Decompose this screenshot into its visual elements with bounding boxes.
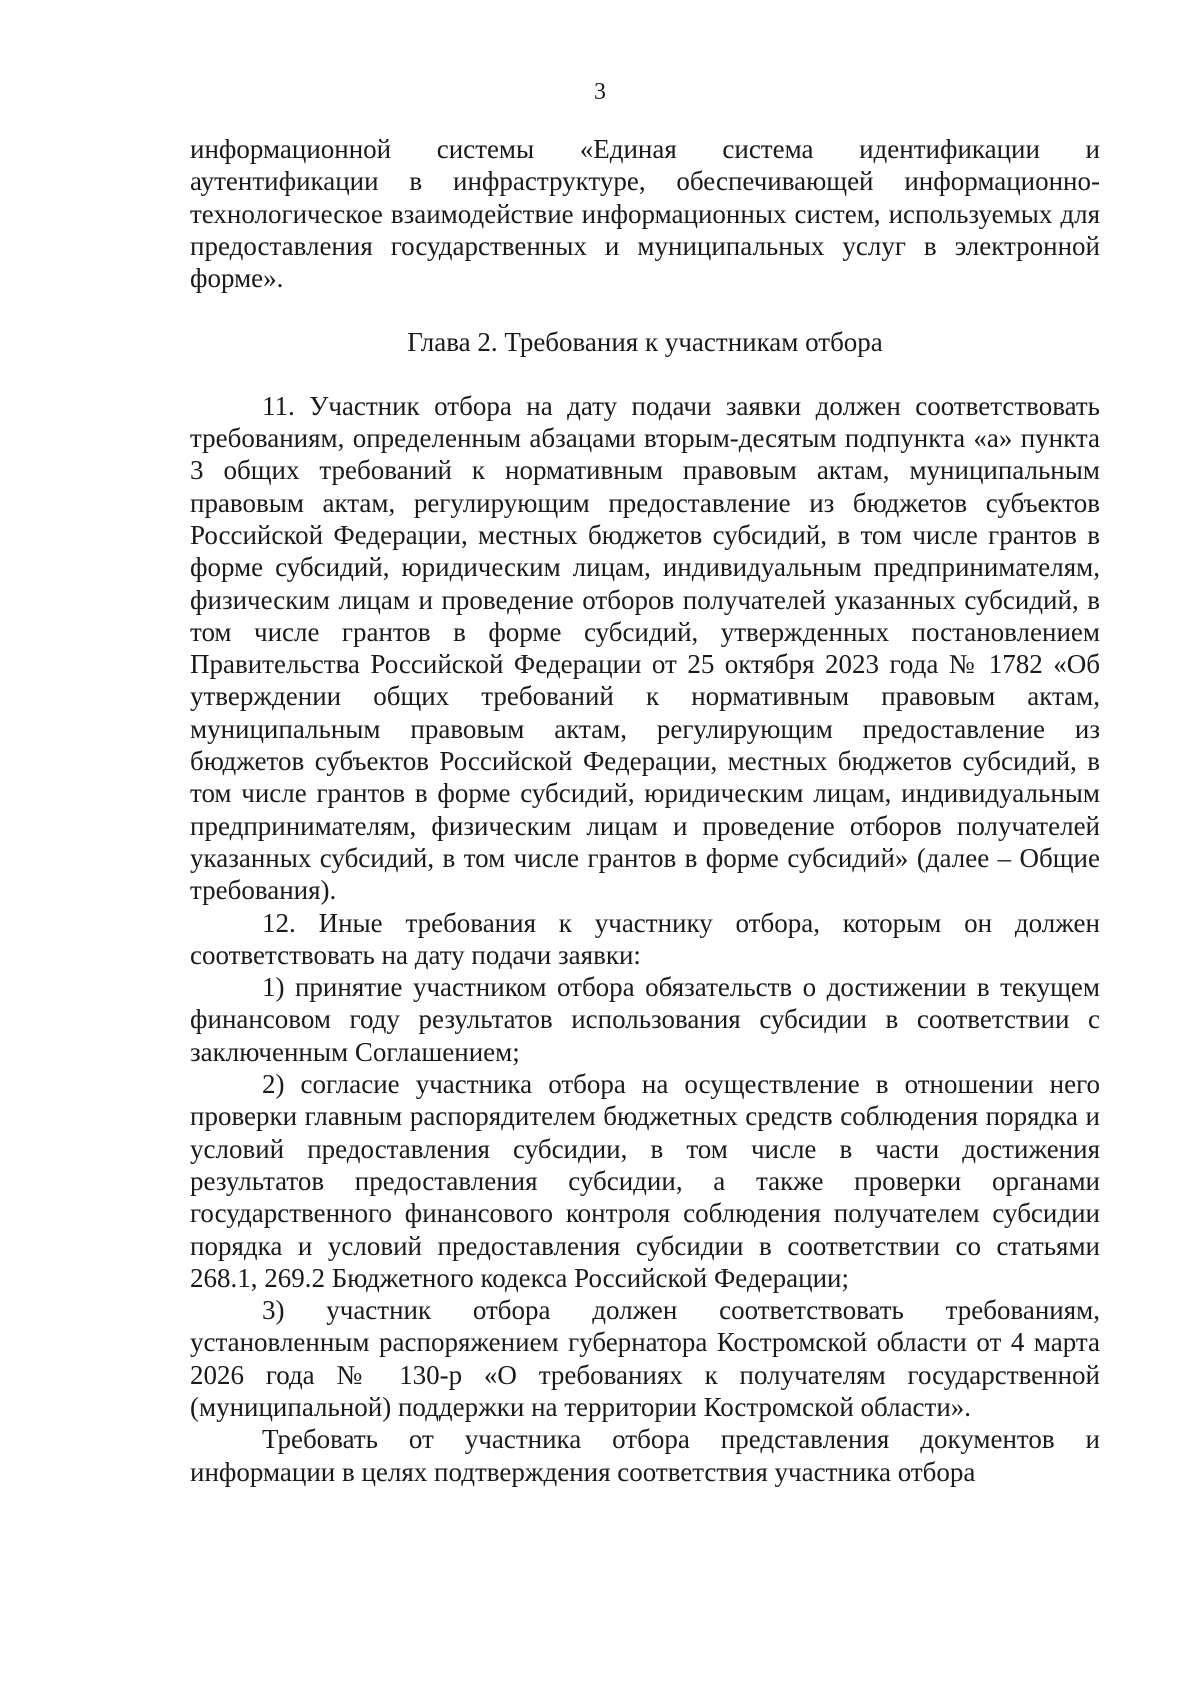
subitem-2: 2) согласие участника отбора на осуществление в отношении него проверки главным распорядителем бюджетных средств соблюдения порядка и условий предоставления субсидии, в том числе в части достижения результатов предоставления субсидии, а также проверки органами государственного финансового контроля соблюдения получателем субсидии порядка и условий предоставления субсидии в соответствии со статьями 268.1, 269.2 Бюджетного кодекса Российской Федерации; xyxy=(190,1069,1100,1293)
clause-11: 11. Участник отбора на дату подачи заявки должен соответствовать требованиям, определенным абзацами вторым-десятым подпункта «а» пункта 3 общих требований к нормативным правовым актам, муниципальным правовым актам, регулирующим предоставление из бюджетов субъектов Российской Федерации, местных бюджетов субсидий, в том числе грантов в форме субсидий, юридическим лицам, индивидуальным предпринимателям, физическим лицам и проведение отборов получателей указанных субсидий, в том числе грантов в форме субсидий, утвержденных постановлением Правительства Российской Федерации от 25 октября 2023 года № 1782 «Об утверждении общих требований к нормативным правовым актам, муниципальным правовым актам, регулирующим предоставление из бюджетов субъектов Российской Федерации, местных бюджетов субсидий, в том числе грантов в форме субсидий, юридическим лицам, индивидуальным предпринимателям, физическим лицам и проведение отборов получателей указанных субсидий, в том числе грантов в форме субсидий» (далее – Общие требования). xyxy=(190,390,1100,906)
document-body xyxy=(190,133,1100,1488)
subitem-3: 3) участник отбора должен соответствовать требованиям, установленным распоряжением губернатора Костромской области от 4 марта 2026 года № 130-р «О требованиях к получателям государственной (муниципальной) поддержки на территории Костромской области». xyxy=(190,1295,1100,1422)
subitem-1: 1) принятие участником отбора обязательств о достижении в текущем финансовом году результатов использования субсидии в соответствии с заключенным Соглашением; xyxy=(190,972,1100,1067)
chapter-heading: Глава 2. Требования к участникам отбора xyxy=(407,327,883,358)
page-number: 3 xyxy=(594,79,606,105)
opening-paragraph: информационной системы «Единая система идентификации и аутентификации в инфраструктуре, обеспечивающей информационно-технологическое взаимодействие информационных систем, используемых для предоставления государственных и муниципальных услуг в электронной форме». xyxy=(190,134,1100,294)
closing-paragraph: Требовать от участника отбора представления документов и информации в целях подтверждения соответствия участника отбора xyxy=(190,1424,1100,1487)
clause-12: 12. Иные требования к участнику отбора, которым он должен соответствовать на дату подачи заявки: xyxy=(190,907,1100,970)
